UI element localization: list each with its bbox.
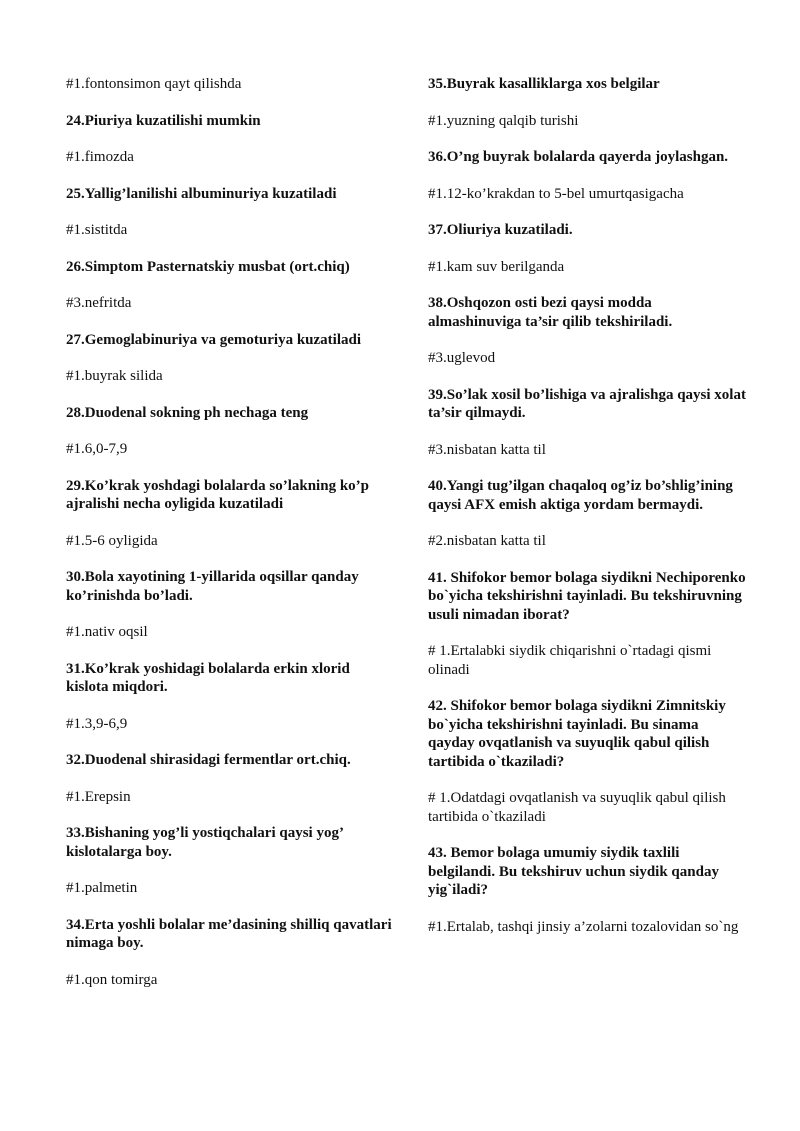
- question-block: [428, 294, 748, 386]
- answer-text: #1.buyrak silida: [66, 368, 163, 384]
- question-block: [66, 331, 394, 404]
- answer-text: #2.nisbatan katta til: [428, 533, 546, 549]
- question-block: [66, 185, 394, 258]
- question-text: 32.Duodenal shirasidagi fermentlar ort.chiq.: [66, 752, 351, 768]
- question-text: 38.Oshqozon osti bezi qaysi modda almashinuviga ta’sir qilib tekshiriladi.: [428, 295, 673, 330]
- question-text: 34.Erta yoshli bolalar me’dasining shilliq qavatlari nimaga boy.: [66, 916, 392, 951]
- answer-text: #1.3,9-6,9: [66, 715, 128, 732]
- question-text: 24.Piuriya kuzatilishi mumkin: [66, 112, 261, 129]
- question-text: 35.Buyrak kasalliklarga xos belgilar: [428, 76, 660, 92]
- question-text: 27.Gemoglabinuriya va gemoturiya kuzatiladi: [66, 331, 362, 348]
- answer-text: #1.6,0-7,9: [66, 441, 128, 457]
- question-block: [428, 221, 748, 294]
- answer-text: #1.Erepsin: [66, 788, 131, 805]
- answer-text: #1.5-6 oyligida: [66, 532, 158, 549]
- question-block: [66, 824, 394, 916]
- answer-text: #1.palmetin: [66, 880, 138, 896]
- question-text: 40.Yangi tug’ilgan chaqaloq og’iz bo’shlig’ining qaysi AFX emish aktiga yordam bermaydi.: [428, 478, 733, 513]
- question-block: [428, 148, 748, 221]
- question-text: 25.Yallig’lanilishi albuminuriya kuzatiladi: [66, 185, 337, 202]
- answer-text: #1.yuzning qalqib turishi: [428, 112, 579, 129]
- answer-text: #1.kam suv berilganda: [428, 258, 565, 275]
- question-block: [428, 75, 748, 148]
- question-block: [428, 697, 748, 844]
- answer-text: #1.fontonsimon qayt qilishda: [66, 76, 242, 92]
- answer-text: #1.Ertalab, tashqi jinsiy a’zolarni tozalovidan so`ng: [428, 918, 739, 935]
- question-text: 26.Simptom Pasternatskiy musbat (ort.chiq): [66, 258, 350, 275]
- question-text: 39.So’lak xosil bo’lishiga va ajralishga qaysi xolat ta’sir qilmaydi.: [428, 386, 746, 421]
- answer-text: #1.fimozda: [66, 149, 134, 165]
- right-column: [428, 75, 748, 954]
- question-text: 36.O’ng buyrak bolalarda qayerda joylashgan.: [428, 149, 729, 165]
- answer-text: #1.qon tomirga: [66, 971, 158, 988]
- question-text: 43. Bemor bolaga umumiy siydik taxlili belgilandi. Bu tekshiruv uchun siydik qanday yig`iladi?: [428, 845, 719, 898]
- question-block: [428, 386, 748, 478]
- answer-text: # 1.Ertalabki siydik chiqarishni o`rtadagi qismi olinadi: [428, 643, 712, 678]
- question-block: [66, 258, 394, 331]
- question-block: [66, 568, 394, 660]
- answer-text: #3.nefritda: [66, 295, 132, 311]
- question-block: [66, 112, 394, 185]
- question-block: [428, 569, 748, 698]
- question-block: [66, 75, 394, 112]
- question-block: [428, 844, 748, 954]
- question-text: 33.Bishaning yog’li yostiqchalari qaysi yog’ kislotalarga boy.: [66, 825, 343, 860]
- question-block: [66, 751, 394, 824]
- question-block: [66, 916, 394, 1008]
- answer-text: #3.uglevod: [428, 350, 496, 366]
- question-text: 29.Ko’krak yoshdagi bolalarda so’lakning ko’p ajralishi necha oyligida kuzatiladi: [66, 477, 369, 512]
- question-text: 42. Shifokor bemor bolaga siydikni Zimnitskiy bo`yicha tekshirishni tayinladi. Bu sinama qayday ovqatlanish va suyuqlik qabul qilish tartibida o`tkaziladi?: [428, 698, 726, 770]
- question-text: 41. Shifokor bemor bolaga siydikni Nechiporenko bo`yicha tekshirishni tayinladi. Bu tekshiruvning usuli nimadan iborat?: [428, 569, 746, 623]
- question-text: 28.Duodenal sokning ph nechaga teng: [66, 404, 309, 421]
- question-block: [66, 404, 394, 477]
- left-column: [66, 75, 394, 1007]
- answer-text: #1.nativ oqsil: [66, 624, 148, 640]
- question-block: [428, 477, 748, 569]
- answer-text: #1.12-ko’krakdan to 5-bel umurtqasigacha: [428, 185, 684, 202]
- question-text: 37.Oliuriya kuzatiladi.: [428, 222, 573, 238]
- question-text: 30.Bola xayotining 1-yillarida oqsillar qanday ko’rinishda bo’ladi.: [66, 569, 359, 604]
- question-block: [66, 660, 394, 752]
- question-block: [66, 477, 394, 569]
- answer-text: # 1.Odatdagi ovqatlanish va suyuqlik qabul qilish tartibida o`tkaziladi: [428, 790, 726, 825]
- answer-text: #3.nisbatan katta til: [428, 441, 546, 458]
- answer-text: #1.sistitda: [66, 222, 128, 238]
- question-text: 31.Ko’krak yoshidagi bolalarda erkin xlorid kislota miqdori.: [66, 660, 350, 695]
